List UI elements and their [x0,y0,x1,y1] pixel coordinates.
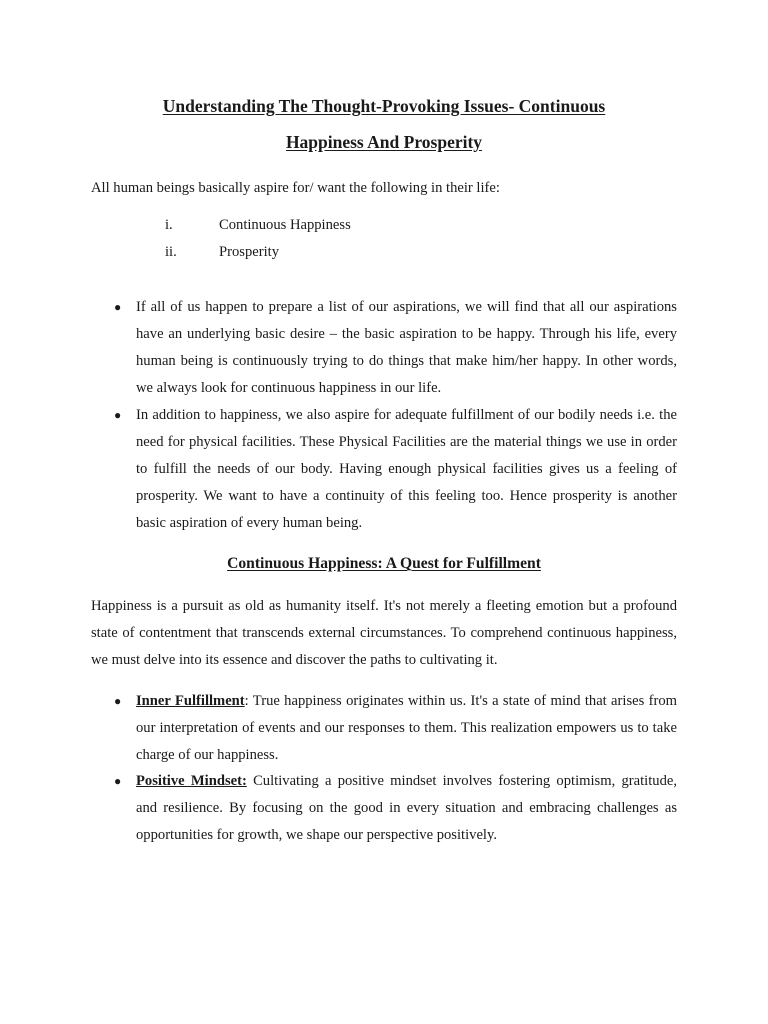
bullet-text: In addition to happiness, we also aspire for adequate fulfillment of our bodily needs i.e. the need for physical facilities. These Physical Facilities are the material things we use in order to fulfill the needs of our body. Having enough physical facilities gives us a feeling of prosperity. We want to have a continuity of this feeling too. Hence prosperity is another basic aspiration of every human being. [136,407,677,531]
intro-paragraph: All human beings basically aspire for/ want the following in their life: [91,180,500,196]
roman-numeral: i. [165,217,173,233]
bullet-dot-icon: ● [114,694,122,708]
key-point-text: Cultivating a positive mindset involves fostering optimism, gratitude, and resilience. By focusing on the good in every situation and embracing challenges as opportunities for growth, we shape our perspective positively. [136,773,677,843]
bullet-item [114,294,677,402]
key-point-separator: : [244,693,249,709]
bullet-dot-icon: ● [114,408,122,422]
section-paragraph: Happiness is a pursuit as old as humanity itself. It's not merely a fleeting emotion but a profound state of contentment that transcends external circumstances. To comprehend continuous happiness, we must delve into its essence and discover the paths to cultivating it. [91,598,677,668]
roman-numeral: ii. [165,244,177,260]
key-point-term: Inner Fulfillment [136,693,245,709]
bullet-item [114,402,677,537]
aspiration-text: Continuous Happiness [219,217,351,233]
aspiration-text: Prosperity [219,244,279,260]
section-heading: Continuous Happiness: A Quest for Fulfillment [227,555,541,572]
key-point-item [114,768,677,849]
document-title-line-2: Happiness And Prosperity [285,132,483,152]
bullet-dot-icon: ● [114,774,122,788]
key-point-item [114,688,677,769]
document-title-line-1: Understanding The Thought-Provoking Issues- Continuous [162,96,606,116]
bullet-dot-icon: ● [114,300,122,314]
bullet-text: If all of us happen to prepare a list of our aspirations, we will find that all our aspirations have an underlying basic desire – the basic aspiration to be happy. Through his life, every human being is continuously trying to do things that make him/her happy. In other words, we always look for continuous happiness in our life. [136,299,677,396]
key-point-text: True happiness originates within us. It's a state of mind that arises from our interpretation of events and our responses to them. This realization empowers us to take charge of our happiness. [136,693,677,763]
key-point-term: Positive Mindset: [136,773,247,789]
